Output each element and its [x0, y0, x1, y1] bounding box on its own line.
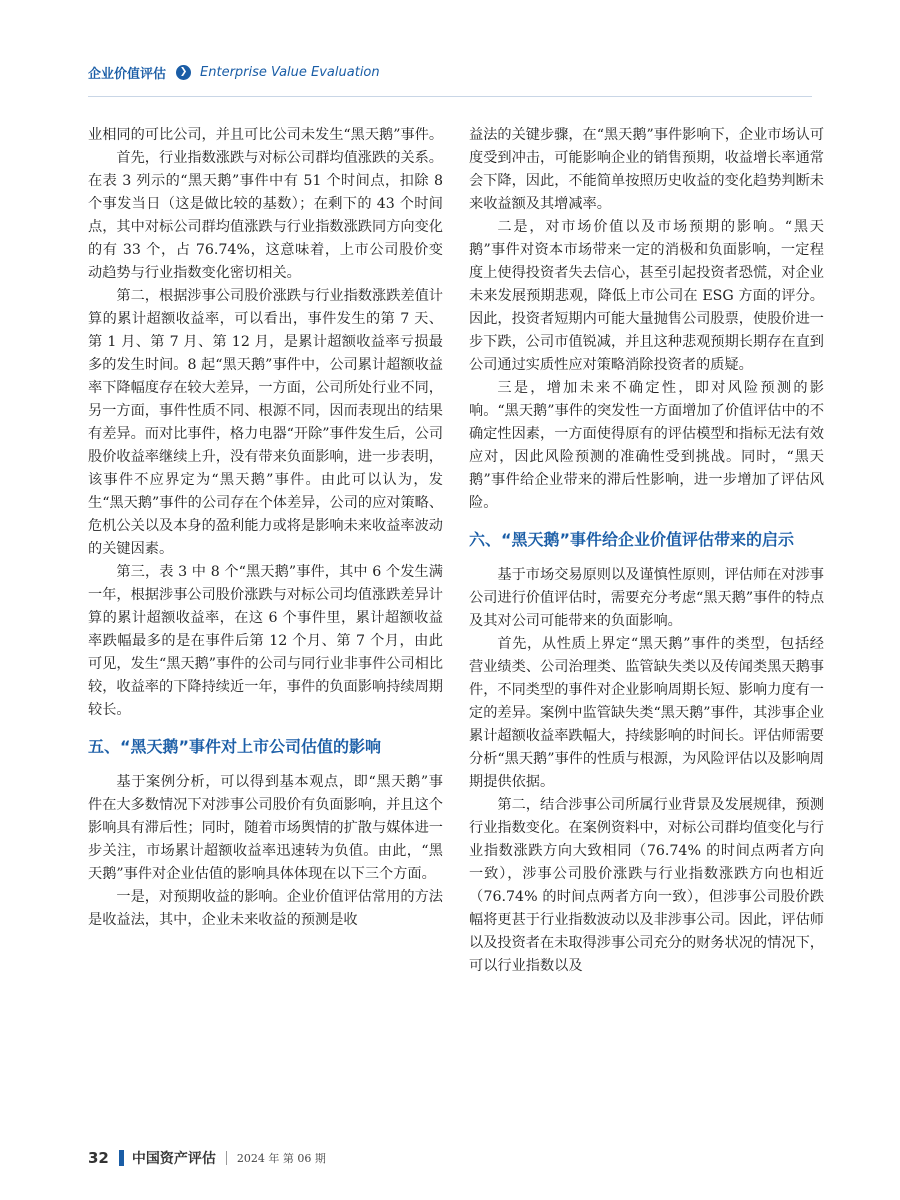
footer-accent-bar — [119, 1150, 124, 1166]
body-paragraph: 首先，行业指数涨跌与对标公司群均值涨跌的关系。在表 3 列示的“黑天鹅”事件中有 51 个时间点，扣除 8 个事发当日（这是做比较的基数）；在剩下的 43 个时间点，其中对标公司群均值涨跌与行业指数涨跌同方向变化的有 33 个，占 76.74%，这意味着，上市公司股价变动趋势与行业指数变化密切相关。 — [88, 150, 443, 281]
body-paragraph: 基于市场交易原则以及谨慎性原则，评估师在对涉事公司进行价值评估时，需要充分考虑“黑天鹅”事件的特点及其对公司可能带来的负面影响。 — [469, 567, 825, 629]
section-heading: 五、“黑天鹅”事件对上市公司估值的影响 — [88, 737, 382, 756]
left-column — [88, 124, 443, 932]
page-footer — [88, 1147, 326, 1169]
right-column — [469, 124, 824, 978]
body-paragraph: 业相同的可比公司，并且可比公司未发生“黑天鹅”事件。 — [88, 127, 444, 143]
body-paragraph: 基于案例分析，可以得到基本观点，即“黑天鹅”事件在大多数情况下对涉事公司股价有负面影响，并且这个影响具有滞后性；同时，随着市场舆情的扩散与媒体进一步关注，市场累计超额收益率迅速转为负值。由此，“黑天鹅”事件对企业估值的影响具体体现在以下三个方面。 — [88, 774, 443, 882]
page-number: 32 — [88, 1149, 109, 1167]
section-heading: 六、“黑天鹅”事件给企业价值评估带来的启示 — [469, 530, 795, 549]
body-paragraph: 二是，对市场价值以及市场预期的影响。“黑天鹅”事件对资本市场带来一定的消极和负面影响，一定程度上使得投资者失去信心，甚至引起投资者恐慌，对企业未来发展预期悲观，降低上市公司在 ESG 方面的评分。因此，投资者短期内可能大量抛售公司股票，使股价进一步下跌，公司市值锐减，并且这种悲观预期长期存在直到公司通过实质性应对策略消除投资者的质疑。 — [469, 219, 824, 373]
body-paragraph: 一是，对预期收益的影响。企业价值评估常用的方法是收益法，其中，企业未来收益的预测是收 — [88, 889, 443, 928]
body-paragraph: 第三，表 3 中 8 个“黑天鹅”事件，其中 6 个发生满一年，根据涉事公司股价涨跌与对标公司均值涨跌差异计算的累计超额收益率，在这 6 个事件里，累计超额收益率跌幅最多的是在事件后第 12 个月、第 7 个月，由此可见，发生“黑天鹅”事件的公司与同行业非事件公司相比较，收益率的下降持续近一年，事件的负面影响持续周期较长。 — [88, 564, 444, 718]
body-paragraph: 三是，增加未来不确定性，即对风险预测的影响。“黑天鹅”事件的突发性一方面增加了价值评估中的不确定性因素，一方面使得原有的评估模型和指标无法有效应对，因此风险预测的准确性受到挑战。同时，“黑天鹅”事件给企业带来的滞后性影响，进一步增加了评估风险。 — [469, 380, 825, 511]
body-paragraph: 第二，结合涉事公司所属行业背景及发展规律，预测行业指数变化。在案例资料中，对标公司群均值变化与行业指数涨跌方向大致相同（76.74% 的时间点两者方向一致），涉事公司股价涨跌与行业指数涨跌方向也相近（76.74% 的时间点两者方向一致），但涉事公司股价跌幅将更甚于行业指数波动以及非涉事公司。因此，评估师以及投资者在未取得涉事公司充分的财务状况的情况下，可以行业指数以及 — [469, 797, 824, 974]
body-paragraph: 第二，根据涉事公司股价涨跌与行业指数涨跌差值计算的累计超额收益率，可以看出，事件发生的第 7 天、第 1 月、第 7 月、第 12 月，是累计超额收益率亏损最多的发生时间。8 起“黑天鹅”事件中，公司累计超额收益率下降幅度存在较大差异，一方面，公司所处行业不同，另一方面，事件性质不同、根源不同，因而表现出的结果有差异。而对比事件，格力电器“开除”事件发生后，公司股价收益率继续上升，没有带来负面影响，进一步表明，该事件不应界定为“黑天鹅”事件。由此可以认为，发生“黑天鹅”事件的公司存在个体差异，公司的应对策略、危机公关以及本身的盈利能力或将是影响未来收益率波动的关键因素。 — [88, 288, 444, 557]
section-name-english: Enterprise Value Evaluation — [200, 64, 380, 80]
issue-label: 2024 年 第 06 期 — [236, 1152, 326, 1165]
section-name: 企业价值评估 — [88, 66, 167, 82]
running-header — [88, 62, 380, 82]
chevron-right-icon: ❯ — [176, 65, 191, 80]
body-paragraph: 益法的关键步骤，在“黑天鹅”事件影响下，企业市场认可度受到冲击，可能影响企业的销售预期，收益增长率通常会下降，因此，不能简单按照历史收益的变化趋势判断未来收益额及其增减率。 — [469, 127, 825, 212]
header-divider — [88, 96, 812, 97]
footer-divider — [226, 1151, 227, 1165]
body-paragraph: 首先，从性质上界定“黑天鹅”事件的类型，包括经营业绩类、公司治理类、监管缺失类以及传闻类黑天鹅事件，不同类型的事件对企业影响周期长短、影响力度有一定的差异。案例中监管缺失类“黑天鹅”事件，其涉事企业累计超额收益率跌幅大，持续影响的时间长。评估师需要分析“黑天鹅”事件的性质与根源，为风险评估以及影响周期提供依据。 — [469, 636, 825, 790]
journal-name: 中国资产评估 — [131, 1151, 216, 1167]
